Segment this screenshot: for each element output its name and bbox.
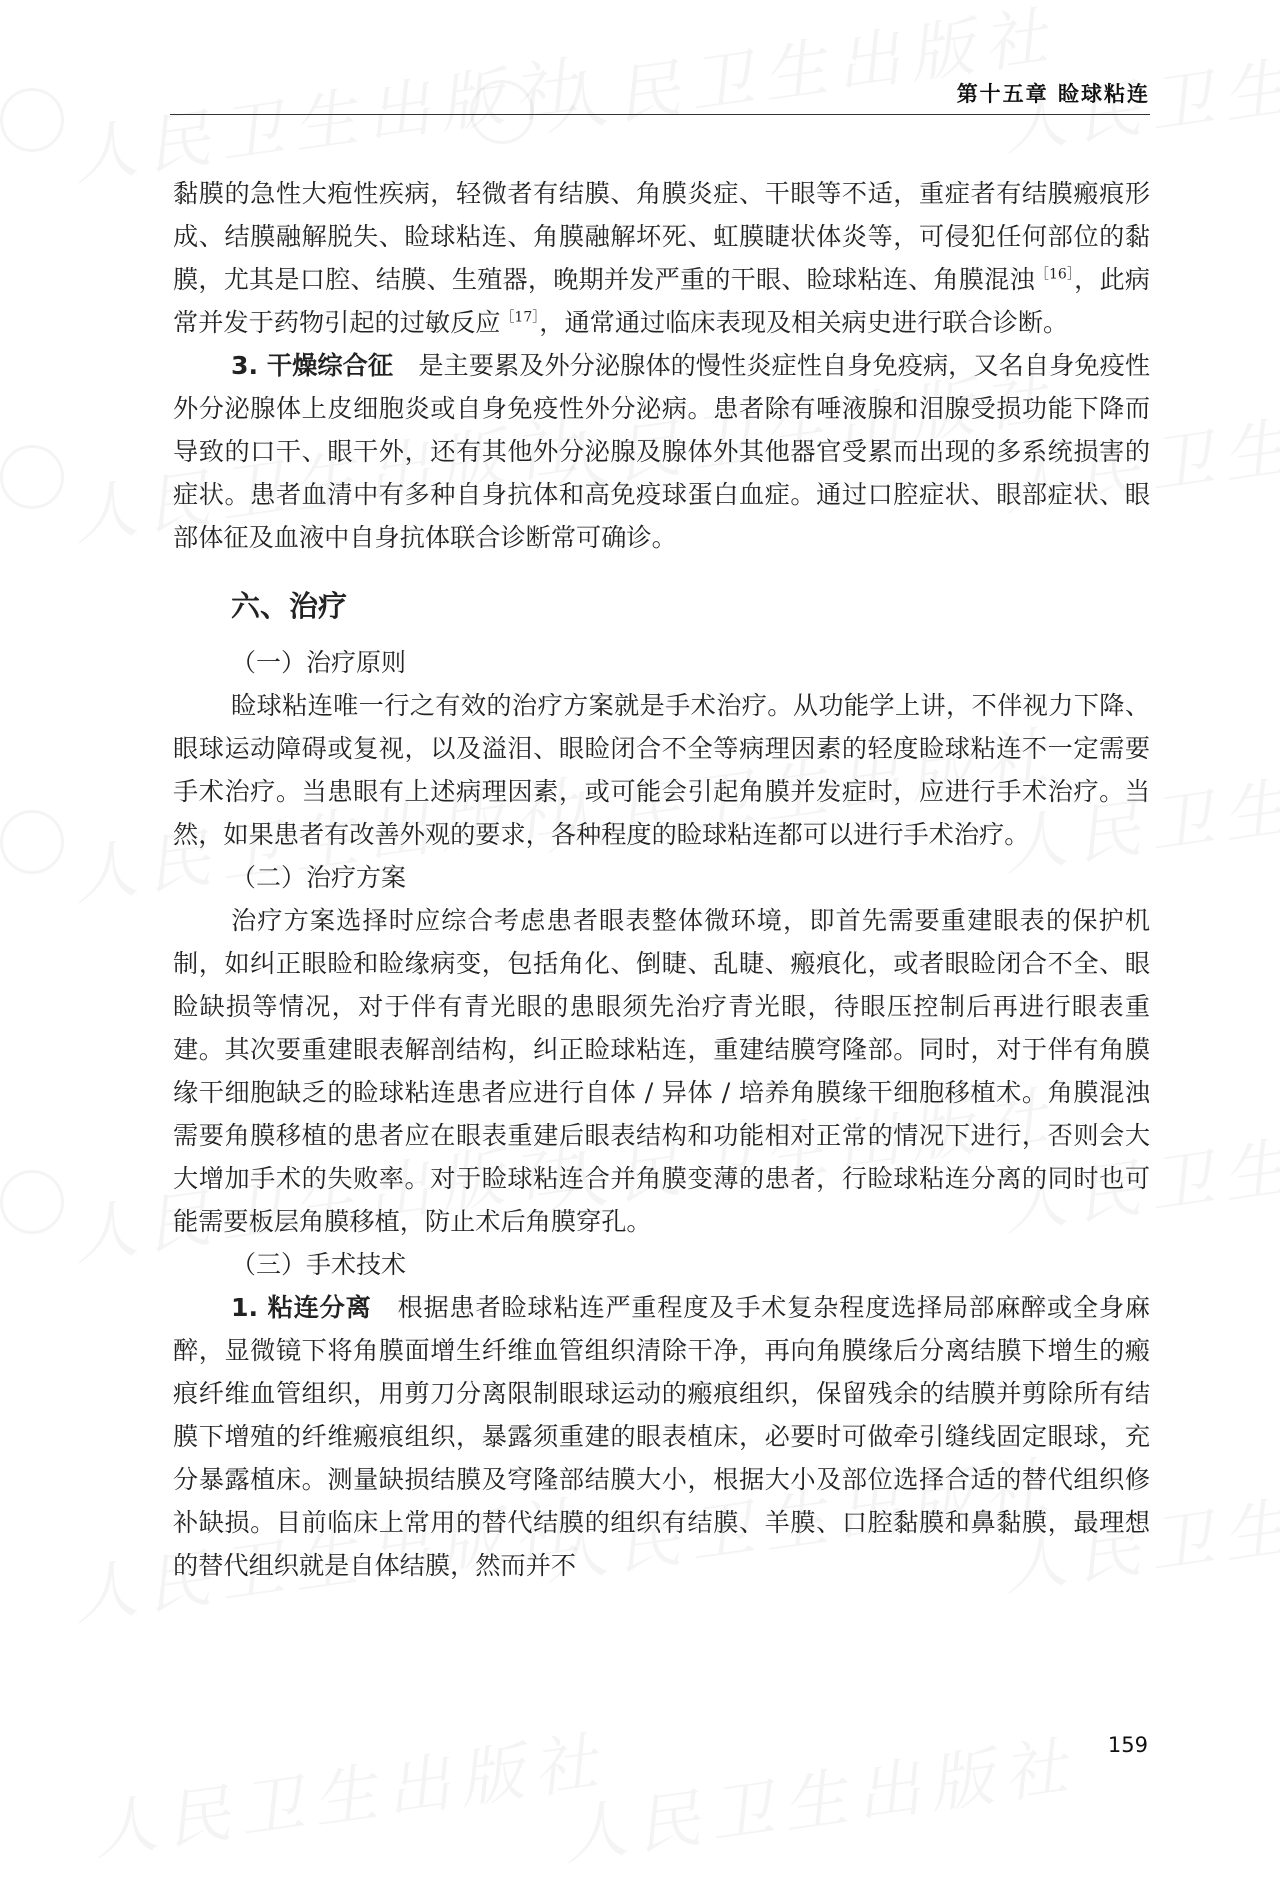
paragraph-text: ，通常通过临床表现及相关病史进行联合诊断。 [539,308,1069,337]
paragraph: 治疗方案选择时应综合考虑患者眼表整体微环境，即首先需要重建眼表的保护机制，如纠正眼睑和睑缘病变，包括角化、倒睫、乱睫、瘢痕化，或者眼睑闭合不全、眼睑缺损等情况，对于伴有青光眼的患眼须先治疗青光眼，待眼压控制后再进行眼表重建。其次要重建眼表解剖结构，纠正睑球粘连，重建结膜穹隆部。同时，对于伴有角膜缘干细胞缺乏的睑球粘连患者应进行自体 / 异体 / 培养角膜缘干细胞移植术。角膜混浊需要角膜移植的患者应在眼表重建后眼表结构和功能相对正常的情况下进行，否则会大大增加手术的失败率。对于睑球粘连合并角膜变薄的患者，行睑球粘连分离的同时也可能需要板层角膜移植，防止术后角膜穿孔。 [173,906,1150,1236]
paragraph-text: 根据患者睑球粘连严重程度及手术复杂程度选择局部麻醉或全身麻醉，显微镜下将角膜面增生纤维血管组织清除干净，再向角膜缘后分离结膜下增生的瘢痕纤维血管组织，用剪刀分离限制眼球运动的瘢痕组织，保留残余的结膜并剪除所有结膜下增殖的纤维瘢痕组织，暴露须重建的眼表植床，必要时可做牵引缝线固定眼球，充分暴露植床。测量缺损结膜及穹隆部结膜大小，根据大小及部位选择合适的替代组织修补缺损。目前临床上常用的替代结膜的组织有结膜、羊膜、口腔黏膜和鼻黏膜，最理想的替代组织就是自体结膜，然而并不 [173,1293,1150,1580]
paragraph-text: 是主要累及外分泌腺体的慢性炎症性自身免疫病，又名自身免疫性外分泌腺体上皮细胞炎或自身免疫性外分泌病。患者除有唾液腺和泪腺受损功能下降而导致的口干、眼干外，还有其他外分泌腺及腺体外其他器官受累而出现的多系统损害的症状。患者血清中有多种自身抗体和高免疫球蛋白血症。通过口腔症状、眼部症状、眼部体征及血液中自身抗体联合诊断常可确诊。 [173,351,1151,552]
watermark-logo [0,88,64,152]
page-content [173,172,1150,1587]
page-number: 159 [1107,1733,1148,1757]
paragraph [173,172,1150,344]
paragraph-heading: 1. 粘连分离 [231,1293,372,1322]
paragraph-text: ，此病常并发于药物引起的过敏反应 [173,265,1150,337]
citation: ［17］ [500,309,540,326]
watermark-text [86,1709,612,1872]
citation: ［16］ [1034,266,1075,283]
watermark-logo [0,810,64,874]
chapter-title: 第十五章 睑球粘连 [956,82,1150,106]
subsection-heading: （三）手术技术 [231,1250,407,1279]
section-heading: 六、治疗 [231,589,348,623]
subsection-heading: （一）治疗原则 [231,648,407,677]
paragraph: 睑球粘连唯一行之有效的治疗方案就是手术治疗。从功能学上讲，不伴视力下降、眼球运动障碍或复视，以及溢泪、眼睑闭合不全等病理因素的轻度睑球粘连不一定需要手术治疗。当患眼有上述病理因素，或可能会引起角膜并发症时，应进行手术治疗。当然，如果患者有改善外观的要求，各种程度的睑球粘连都可以进行手术治疗。 [173,691,1150,849]
watermark-text [556,1714,1082,1877]
paragraph [173,344,1150,559]
watermark-logo [0,445,64,509]
watermark-logo [0,1170,64,1234]
running-header [170,78,1150,115]
paragraph-text: 黏膜的急性大疱性疾病，轻微者有结膜、角膜炎症、干眼等不适，重症者有结膜瘢痕形成、结膜融解脱失、睑球粘连、角膜融解坏死、虹膜睫状体炎等，可侵犯任何部位的黏膜，尤其是口腔、结膜、生殖器，晚期并发严重的干眼、睑球粘连、角膜混浊 [173,179,1150,294]
paragraph-heading: 3. 干燥综合征 [231,351,394,380]
paragraph [173,1286,1150,1587]
subsection-heading: （二）治疗方案 [231,863,407,892]
watermark-text [536,0,1062,148]
